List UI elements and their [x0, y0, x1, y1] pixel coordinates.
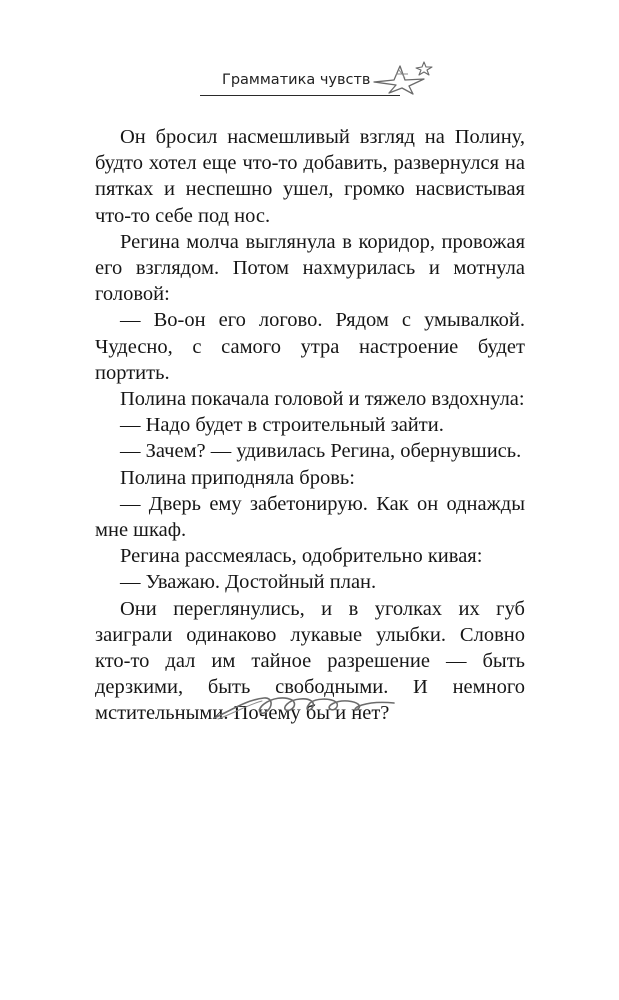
dialogue-line: — Дверь ему забетонирую. Как он однажды мне шкаф. — [95, 492, 525, 542]
handwritten-flourish-icon — [212, 688, 396, 724]
paragraph: Он бросил насмешливый взгляд на Полину, будто хотел еще что-то добавить, развернулся на пятках и неспешно ушел, громко насвистывая что-то себе под нос. — [95, 126, 525, 227]
running-header — [200, 60, 450, 100]
paragraph: Регина рассмеялась, одобрительно кивая: — [120, 545, 483, 568]
body-text — [95, 124, 525, 727]
dialogue-line: — Уважаю. Достойный план. — [120, 571, 377, 594]
paragraph: Полина покачала головой и тяжело вздохнула: — [120, 388, 525, 411]
star-doodle-icon — [372, 60, 438, 96]
header-rule — [200, 95, 400, 96]
dialogue-line: — Во-он его логово. Рядом с умывалкой. Чудесно, с самого утра настроение будет портить. — [95, 309, 525, 384]
paragraph: Они переглянулись, и в уголках их губ заиграли одинаково лукавые улыбки. Словно кто-то дал им тайное разрешение — быть дерзкими, быть свободными. И немного мстительными. Почему бы и нет? — [95, 597, 525, 725]
running-title: Грамматика чувств — [222, 72, 371, 88]
dialogue-line: — Зачем? — удивилась Регина, обернувшись. — [120, 440, 522, 463]
dialogue-line: — Надо будет в строительный зайти. — [120, 414, 444, 437]
paragraph: Полина приподняла бровь: — [120, 466, 355, 489]
paragraph: Регина молча выглянула в коридор, провожая его взглядом. Потом нахмурилась и мотнула головой: — [95, 230, 525, 306]
